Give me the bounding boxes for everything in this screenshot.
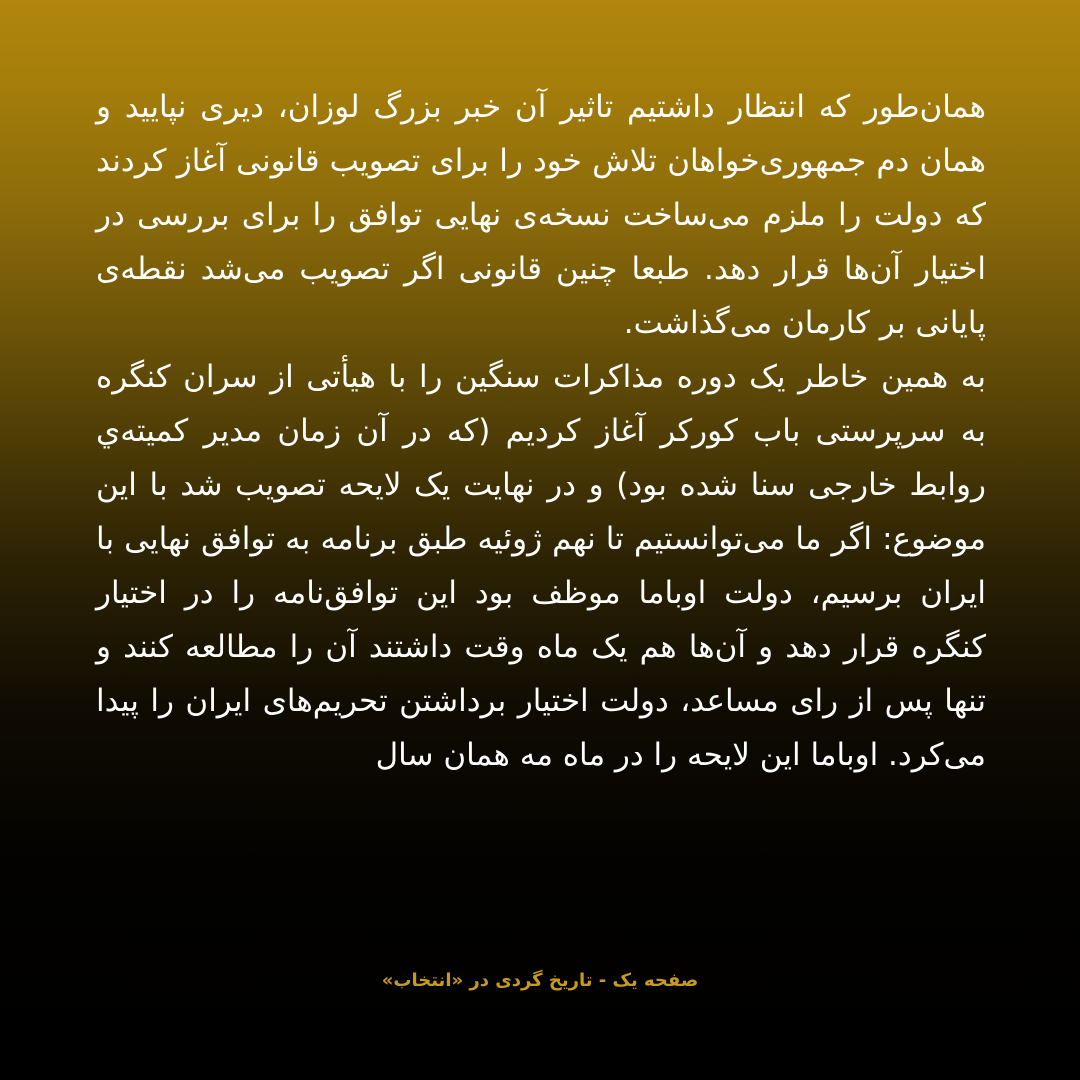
paragraph-1: همان‌طور که انتظار داشتیم تاثیر آن خبر بزرگ لوزان، دیری نپایید و همان دم جمهوری‌خواهان تلاش خود را برای تصویب قانونی آغاز کردند که دولت را ملزم می‌ساخت نسخه‌ی نهایی توافق را برای بررسی در اختیار آن‌ها قرار دهد. طبعا چنین قانونی اگر تصویب می‌شد نقطه‌ی پایانی بر کارمان می‌گذاشت.: [96, 89, 986, 341]
paragraph-2: به همین خاطر یک دوره مذاکرات سنگین را با هیأتی از سران کنگره به سرپرستی باب کورکر آغاز کردیم (که در آن زمان مدیر کمیته‌ي روابط خارجی سنا شده بود) و در نهایت یک لایحه تصویب شد با این موضوع: اگر ما می‌توانستیم تا نهم ژوئیه طبق برنامه به توافق نهایی با ایران برسیم، دولت اوباما موظف بود این توافق‌نامه را در اختیار کنگره قرار دهد و آن‌ها هم یک ماه وقت داشتند آن را مطالعه کنند و تنها پس از رای مساعد، دولت اختیار برداشتن تحریم‌های ایران را پیدا می‌کرد. اوباما این لایحه را در ماه مه همان سال: [96, 359, 986, 773]
article-body: [96, 80, 986, 782]
page-footer: صفحه یک - تاریخ گردی در «انتخاب»: [381, 970, 699, 991]
